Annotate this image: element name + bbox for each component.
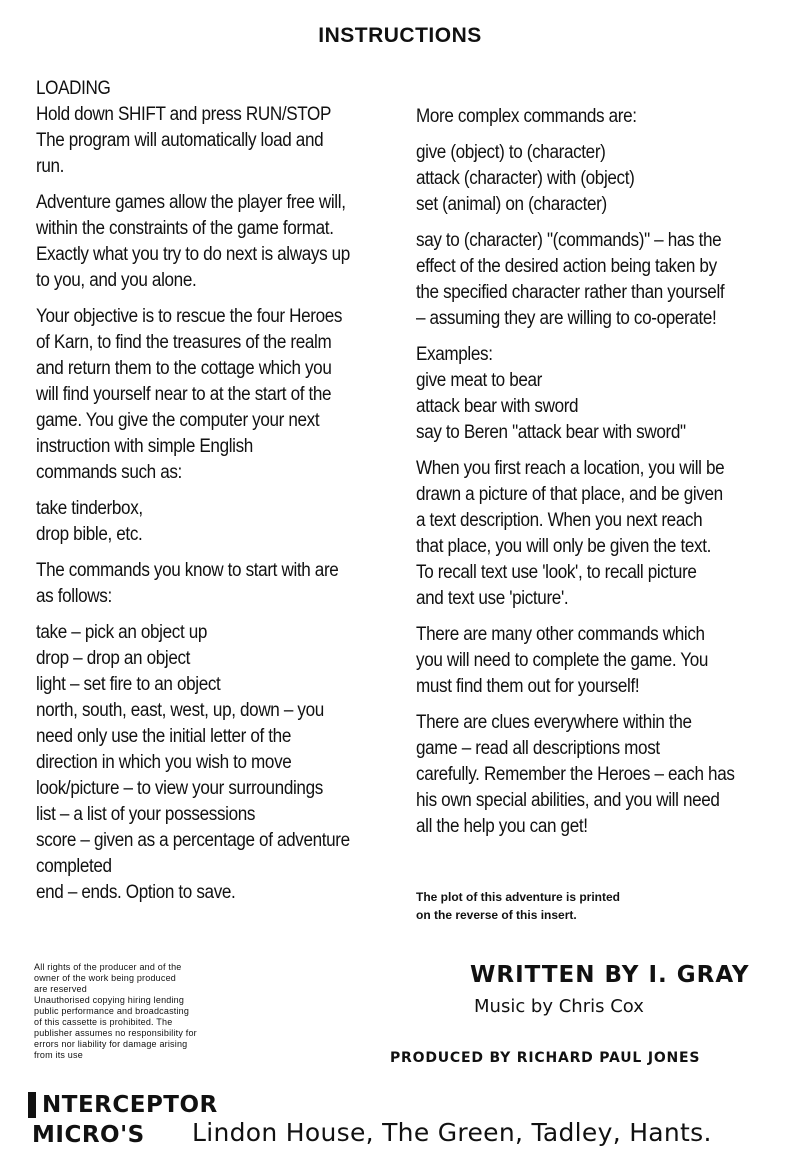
producer-credit: PRODUCED BY RICHARD PAUL JONES [390,1050,701,1066]
command-item: score – given as a percentage of adventure [36,830,350,851]
text-line: and return them to the cottage which you [36,358,332,379]
text-line: within the constraints of the game format. [36,218,334,239]
text-line: effect of the desired action being taken by [416,256,717,277]
text-line: The program will automatically load and [36,130,324,151]
text-line: the specified character rather than yourself [416,282,725,303]
location-paragraph [416,456,781,612]
paragraph-commands-intro [36,558,383,610]
publisher-logo [28,1090,218,1156]
other-commands-paragraph [416,622,781,700]
text-line: all the help you can get! [416,816,588,837]
text-line: To recall text use 'look', to recall picture [416,562,697,583]
text-line: attack bear with sword [416,396,579,417]
author-credit: WRITTEN BY I. GRAY [470,962,750,988]
text-line: will find yourself near to at the start of the [36,384,332,405]
command-list [36,620,383,906]
text-line: More complex commands are: [416,106,637,127]
text-line: on the reverse of this insert. [416,908,577,922]
text-line: carefully. Remember the Heroes – each has [416,764,735,785]
command-item: set (animal) on (character) [416,194,607,215]
clues-paragraph [416,710,781,840]
logo-i-bar [28,1092,36,1118]
text-line: The plot of this adventure is printed [416,890,621,904]
command-item: look/picture – to view your surroundings [36,778,323,799]
complex-commands [416,140,781,218]
text-line: a text description. When you next reach [416,510,703,531]
plot-note [416,888,776,924]
text-line: his own special abilities, and you will need [416,790,720,811]
text-line: There are clues everywhere within the [416,712,692,733]
text-line: Hold down SHIFT and press RUN/STOP [36,104,332,125]
text-line: of this cassette is prohibited. The [34,1017,173,1027]
text-line: run. [36,156,65,177]
text-line: game – read all descriptions most [416,738,660,759]
examples-paragraph [416,342,781,446]
text-line: game. You give the computer your next [36,410,320,431]
music-credit: Music by Chris Cox [474,996,644,1017]
text-line: All rights of the producer and of the [34,962,182,972]
command-item: list – a list of your possessions [36,804,256,825]
text-line: give meat to bear [416,370,543,391]
command-item: drop – drop an object [36,648,191,669]
command-item: need only use the initial letter of the [36,726,291,747]
text-line: say to (character) "(commands)" – has the [416,230,722,251]
text-line: are reserved [34,984,87,994]
text-line: Exactly what you try to do next is always up [36,244,350,265]
paragraph-command-examples [36,496,383,548]
text-line: Your objective is to rescue the four Heroes [36,306,343,327]
text-line: as follows: [36,586,112,607]
text-line: Unauthorised copying hiring lending [34,995,185,1005]
text-line: publisher assumes no responsibility for [34,1028,197,1038]
text-line: The commands you know to start with are [36,560,339,581]
publisher-address: Lindon House, The Green, Tadley, Hants. [192,1118,712,1147]
text-line: drawn a picture of that place, and be given [416,484,723,505]
text-line: to you, and you alone. [36,270,197,291]
logo-line-2: MICRO'S [32,1122,145,1148]
text-line: There are many other commands which [416,624,705,645]
text-line: drop bible, etc. [36,524,143,545]
rights-notice [34,962,264,1061]
paragraph-free-will [36,190,383,294]
text-line: Examples: [416,344,493,365]
command-item: direction in which you wish to move [36,752,292,773]
loading-section [36,76,383,180]
text-line: that place, you will only be given the text. [416,536,712,557]
text-line: instruction with simple English [36,436,253,457]
page-title: INSTRUCTIONS [318,24,482,47]
loading-heading: LOADING [36,78,111,99]
complex-intro [416,104,781,130]
text-line: of Karn, to find the treasures of the realm [36,332,332,353]
text-line: say to Beren "attack bear with sword" [416,422,686,443]
command-item: north, south, east, west, up, down – you [36,700,324,721]
text-line: must find them out for yourself! [416,676,640,697]
logo-line-1: NTERCEPTOR [42,1092,218,1118]
text-line: you will need to complete the game. You [416,650,709,671]
text-line: and text use 'picture'. [416,588,569,609]
right-column [416,104,781,850]
text-line: from its use [34,1050,83,1060]
command-item: end – ends. Option to save. [36,882,236,903]
text-line: Adventure games allow the player free will, [36,192,346,213]
command-item: light – set fire to an object [36,674,221,695]
command-item: take – pick an object up [36,622,208,643]
say-to-paragraph [416,228,781,332]
text-line: take tinderbox, [36,498,143,519]
text-line: When you first reach a location, you will be [416,458,725,479]
text-line: owner of the work being produced [34,973,176,983]
text-line: errors nor liability for damage arising [34,1039,188,1049]
command-item: attack (character) with (object) [416,168,635,189]
text-line: commands such as: [36,462,182,483]
command-item: completed [36,856,112,877]
text-line: public performance and broadcasting [34,1006,190,1016]
command-item: give (object) to (character) [416,142,606,163]
paragraph-objective [36,304,383,486]
text-line: – assuming they are willing to co-operate! [416,308,717,329]
left-column [36,76,383,916]
